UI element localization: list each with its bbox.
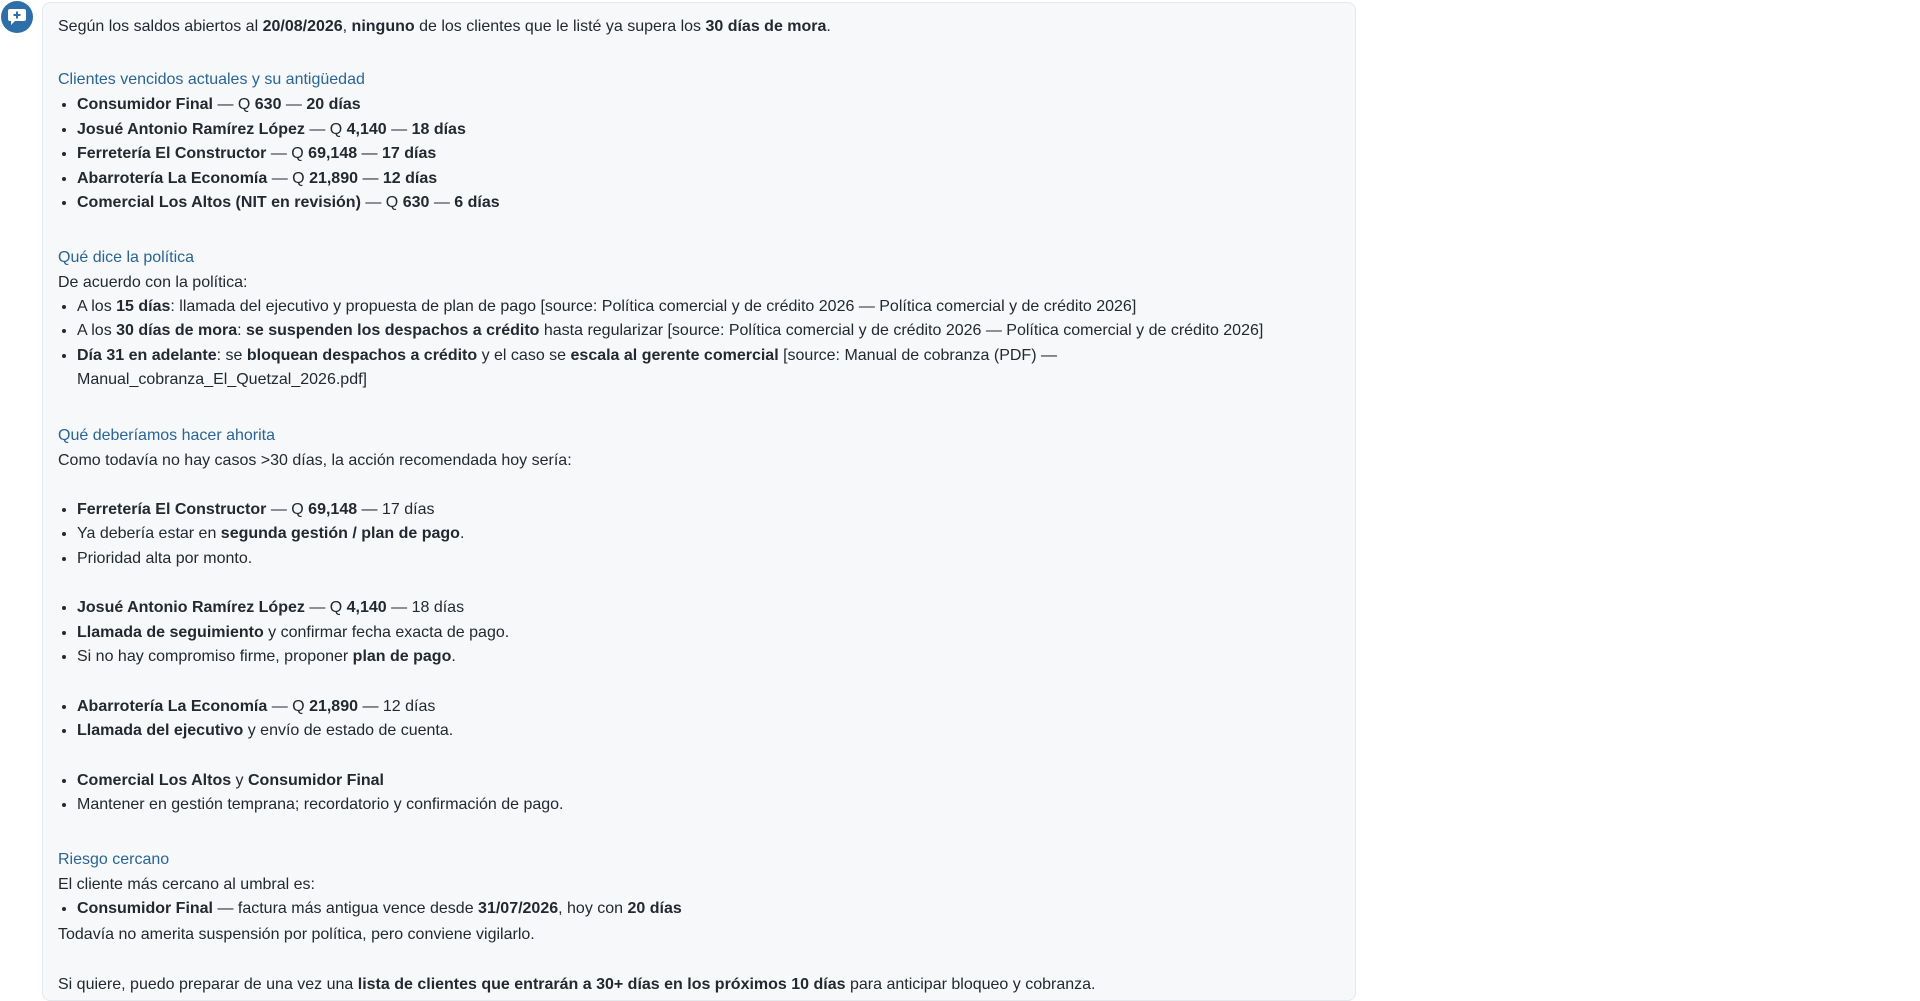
policy-lead: De acuerdo con la política:: [58, 273, 248, 291]
overdue-heading: Clientes vencidos actuales y su antigüedad: [58, 71, 365, 88]
chat-bot-icon: [6, 6, 28, 28]
assistant-message: [42, 2, 1356, 1001]
action-group-1: [58, 498, 1341, 572]
actions-lead: Como todavía no hay casos >30 días, la acción recomendada hoy sería:: [58, 451, 572, 469]
risk-heading: Riesgo cercano: [58, 850, 170, 868]
overdue-list: [58, 93, 1341, 216]
policy-list: [58, 295, 1341, 393]
assistant-avatar: [1, 1, 33, 33]
list-item: • Si no hay compromiso firme, proponer plan de pago.: [77, 645, 1341, 670]
list-item: • Josué Antonio Ramírez López — Q 4,140 — 18 días: [77, 596, 1341, 621]
list-item: • A los 15 días: llamada del ejecutivo y propuesta de plan de pago [source: Política comercial y de crédito 2026 — Política comercial y de crédito 2026]: [77, 295, 1341, 320]
list-item: • A los 30 días de mora: se suspenden los despachos a crédito hasta regularizar [source: Política comercial y de crédito 2026 — Política comercial y de crédito 2026]: [77, 319, 1341, 344]
list-item: • Llamada del ejecutivo y envío de estado de cuenta.: [77, 719, 1341, 744]
list-item: • Ferretería El Constructor — Q 69,148 — 17 días: [77, 142, 1341, 167]
action-group-4: [58, 769, 1341, 818]
actions-heading: Qué deberíamos hacer ahorita: [58, 426, 276, 444]
list-item: • Prioridad alta por monto.: [77, 547, 1341, 572]
risk-lead: El cliente más cercano al umbral es:: [58, 875, 315, 893]
list-item: • Consumidor Final — factura más antigua vence desde 31/07/2026, hoy con 20 días: [77, 897, 1341, 922]
list-item: • Abarrotería La Economía — Q 21,890 — 12 días: [77, 695, 1341, 720]
list-item: • Comercial Los Altos (NIT en revisión) — Q 630 — 6 días: [77, 191, 1341, 216]
list-item: • Llamada de seguimiento y confirmar fecha exacta de pago.: [77, 621, 1341, 646]
list-item: • Ferretería El Constructor — Q 69,148 — 17 días: [77, 498, 1341, 523]
list-item: • Comercial Los Altos y Consumidor Final: [77, 769, 1341, 794]
list-item: • Ya debería estar en segunda gestión / plan de pago.: [77, 522, 1341, 547]
list-item: • Día 31 en adelante: se bloquean despachos a crédito y el caso se escala al gerente comercial [source: Manual de cobranza (PDF) — Manual_cobranza_El_Quetzal_2026.pdf]: [77, 344, 1341, 393]
risk-list: [58, 897, 1341, 922]
list-item: • Consumidor Final — Q 630 — 20 días: [77, 93, 1341, 118]
closing-paragraph: Si quiere, puedo preparar de una vez una lista de clientes que entrarán a 30+ días en los próximos 10 días para anticipar bloqueo y cobranza.: [58, 976, 1096, 993]
action-group-3: [58, 695, 1341, 744]
list-item: • Mantener en gestión temprana; recordatorio y confirmación de pago.: [77, 793, 1341, 818]
list-item: • Abarrotería La Economía — Q 21,890 — 12 días: [77, 167, 1341, 192]
intro-paragraph: Según los saldos abiertos al 20/08/2026, ninguno de los clientes que le listé ya supera los 30 días de mora.: [58, 18, 831, 35]
policy-heading: Qué dice la política: [58, 248, 195, 266]
action-group-2: [58, 596, 1341, 670]
list-item: • Josué Antonio Ramírez López — Q 4,140 — 18 días: [77, 118, 1341, 143]
risk-note: Todavía no amerita suspensión por política, pero conviene vigilarlo.: [58, 926, 535, 943]
